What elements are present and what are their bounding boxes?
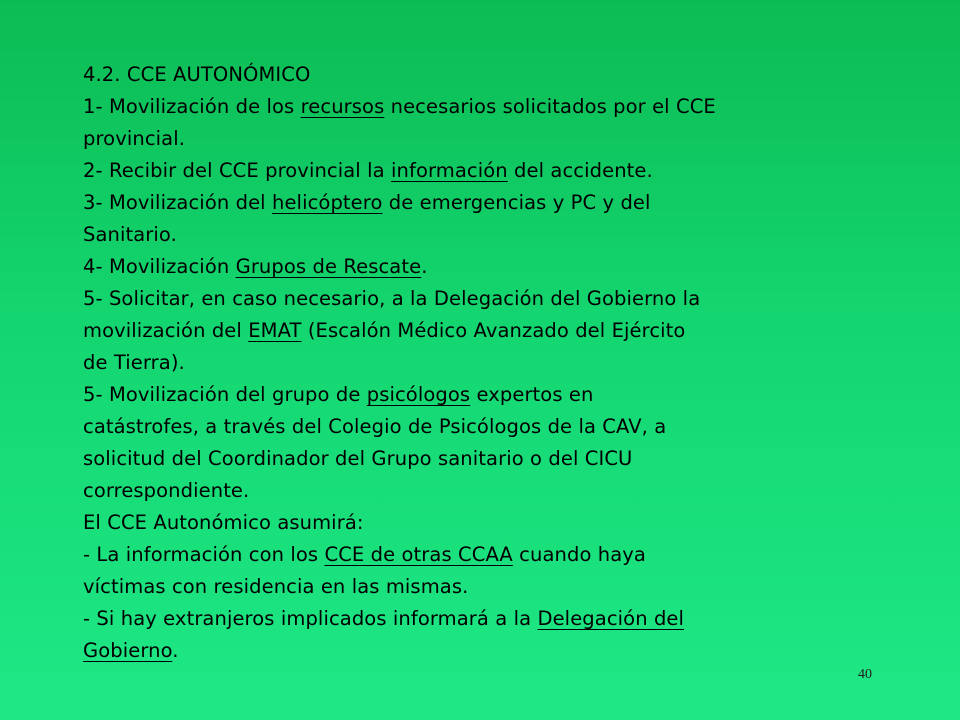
text-line — [83, 443, 883, 475]
underlined-term: CCE de otras CCAA — [324, 543, 513, 566]
text-line — [83, 219, 883, 251]
text-line — [83, 635, 883, 667]
text-segment: del accidente. — [507, 159, 653, 182]
text-segment: (Escalón Médico Avanzado del Ejército — [301, 319, 686, 342]
text-segment: de Tierra). — [83, 351, 185, 374]
text-segment: 4- Movilización — [83, 255, 236, 278]
text-line — [83, 411, 883, 443]
text-line — [83, 379, 883, 411]
text-segment: cuando haya — [512, 543, 646, 566]
page-number: 40 — [858, 667, 872, 682]
underlined-term: helicóptero — [272, 191, 383, 214]
text-segment: necesarios solicitados por el CCE — [384, 95, 716, 118]
text-segment: 5- Solicitar, en caso necesario, a la Delegación del Gobierno la — [83, 287, 701, 310]
text-line — [83, 187, 883, 219]
text-segment: - La información con los — [83, 543, 325, 566]
text-segment: víctimas con residencia en las mismas. — [83, 575, 469, 598]
text-line — [83, 603, 883, 635]
text-segment: provincial. — [83, 127, 186, 150]
text-line — [83, 347, 883, 379]
text-segment: 4.2. CCE AUTONÓMICO — [83, 63, 311, 86]
text-line — [83, 123, 883, 155]
text-line — [83, 571, 883, 603]
text-segment: expertos en — [470, 383, 594, 406]
text-segment: 1- Movilización de los — [83, 95, 301, 118]
text-line — [83, 283, 883, 315]
text-line — [83, 91, 883, 123]
text-segment: . — [172, 639, 179, 662]
text-line — [83, 59, 883, 91]
text-line — [83, 315, 883, 347]
text-segment: 3- Movilización del — [83, 191, 272, 214]
underlined-term: información — [391, 159, 508, 182]
text-line — [83, 507, 883, 539]
text-line — [83, 539, 883, 571]
text-segment: catástrofes, a través del Colegio de Psicólogos de la CAV, a — [83, 415, 667, 438]
text-segment: - Si hay extranjeros implicados informará a la — [83, 607, 538, 630]
underlined-term: EMAT — [248, 319, 302, 342]
text-line — [83, 475, 883, 507]
text-segment: solicitud del Coordinador del Grupo sanitario o del CICU — [83, 447, 633, 470]
text-segment: . — [421, 255, 428, 278]
text-segment: Sanitario. — [83, 223, 177, 246]
underlined-term: recursos — [300, 95, 385, 118]
underlined-term: Gobierno — [83, 639, 173, 662]
underlined-term: Delegación del — [537, 607, 685, 630]
text-segment: correspondiente. — [83, 479, 250, 502]
text-segment: 2- Recibir del CCE provincial la — [83, 159, 391, 182]
text-line — [83, 155, 883, 187]
underlined-term: psicólogos — [366, 383, 471, 406]
text-segment: movilización del — [83, 319, 249, 342]
text-segment: de emergencias y PC y del — [382, 191, 651, 214]
text-segment: El CCE Autonómico asumirá: — [83, 511, 364, 534]
text-line — [83, 251, 883, 283]
underlined-term: Grupos de Rescate — [235, 255, 422, 278]
slide-body — [83, 59, 883, 667]
text-segment: 5- Movilización del grupo de — [83, 383, 367, 406]
